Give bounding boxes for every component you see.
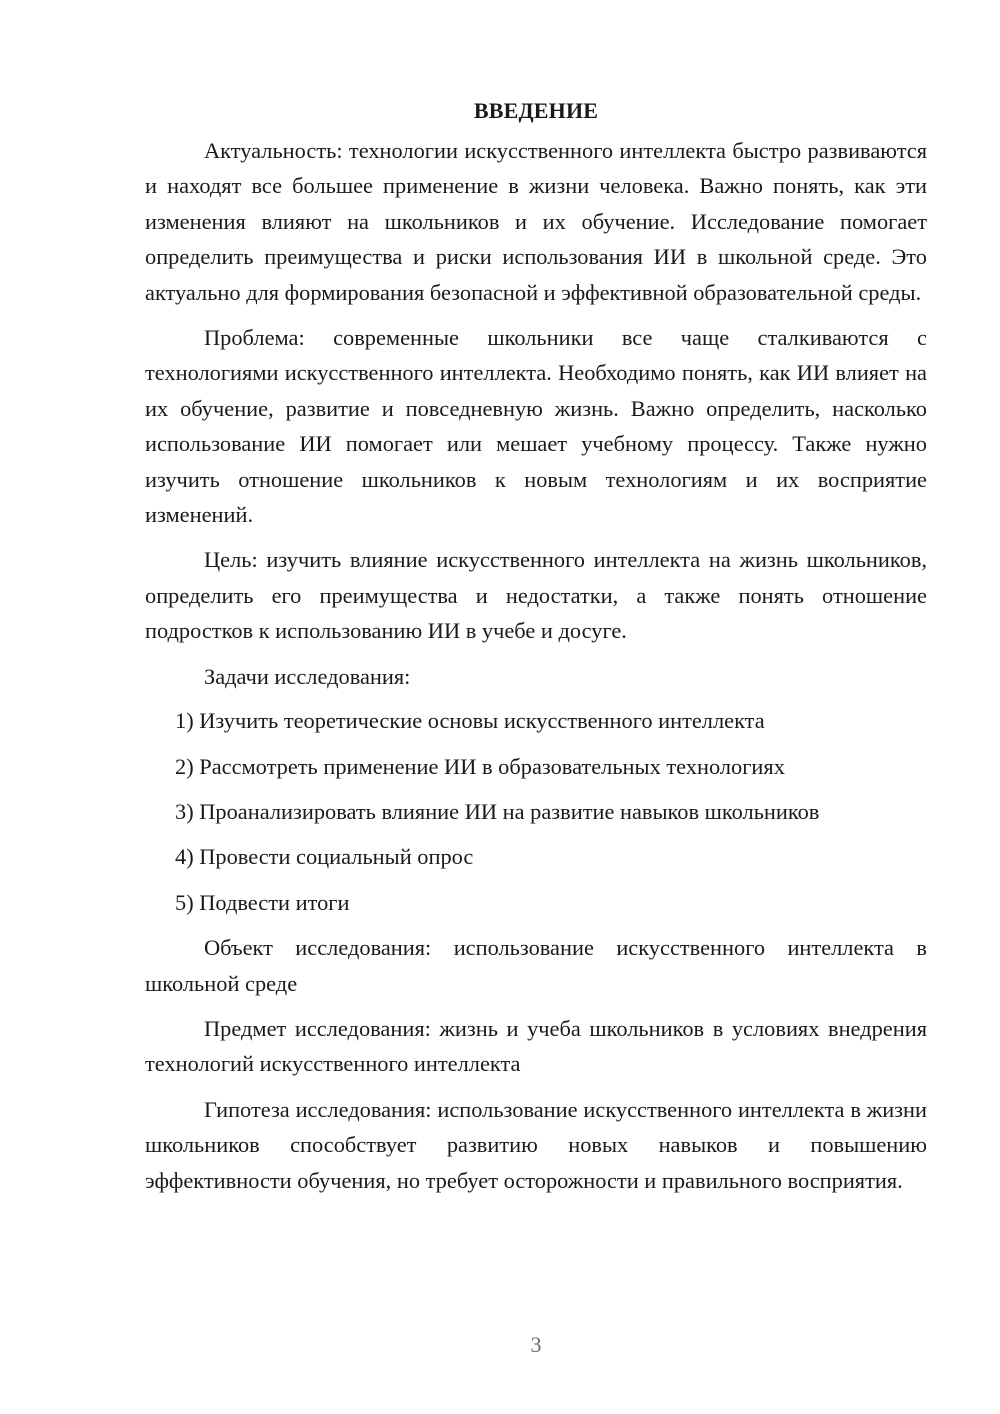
subject-paragraph: Предмет исследования: жизнь и учеба школьников в условиях внедрения технологий искусственного интеллекта [145, 1015, 927, 1077]
hypothesis-paragraph: Гипотеза исследования: использование искусственного интеллекта в жизни школьников способствует развитию новых навыков и повышению эффективности обучения, но требует осторожности и правильного восприятия. [145, 1096, 927, 1193]
relevance-paragraph: Актуальность: технологии искусственного интеллекта быстро развиваются и находят все большее применение в жизни человека. Важно понять, как эти изменения влияют на школьников и их обучение. Исследование помогает определить преимущества и риски использования ИИ в школьной среде. Это актуально для формирования безопасной и эффективной образовательной среды. [145, 138, 927, 305]
problem-paragraph: Проблема: современные школьники все чаще сталкиваются с технологиями искусственного интеллекта. Необходимо понять, как ИИ влияет на их обучение, развитие и повседневную жизнь. Важно определить, насколько использование ИИ помогает или мешает учебному процессу. Также нужно изучить отношение школьников к новым технологиям и их восприятие изменений. [145, 325, 927, 528]
task-item-3: 3) Проанализировать влияние ИИ на развитие навыков школьников [175, 798, 820, 824]
object-paragraph: Объект исследования: использование искусственного интеллекта в школьной среде [145, 935, 927, 996]
task-item-4: 4) Провести социальный опрос [175, 844, 474, 870]
task-item-2: 2) Рассмотреть применение ИИ в образовательных технологиях [175, 753, 785, 779]
section-title: ВВЕДЕНИЕ [473, 98, 599, 123]
tasks-heading: Задачи исследования: [204, 663, 411, 689]
page-content [145, 93, 927, 1208]
page-number: 3 [530, 1332, 542, 1357]
task-item-5: 5) Подвести итоги [175, 889, 350, 915]
goal-paragraph: Цель: изучить влияние искусственного интеллекта на жизнь школьников, определить его преимущества и недостатки, а также понять отношение подростков к использованию ИИ в учебе и досуге. [145, 547, 927, 644]
task-item-1: 1) Изучить теоретические основы искусственного интеллекта [175, 708, 765, 734]
